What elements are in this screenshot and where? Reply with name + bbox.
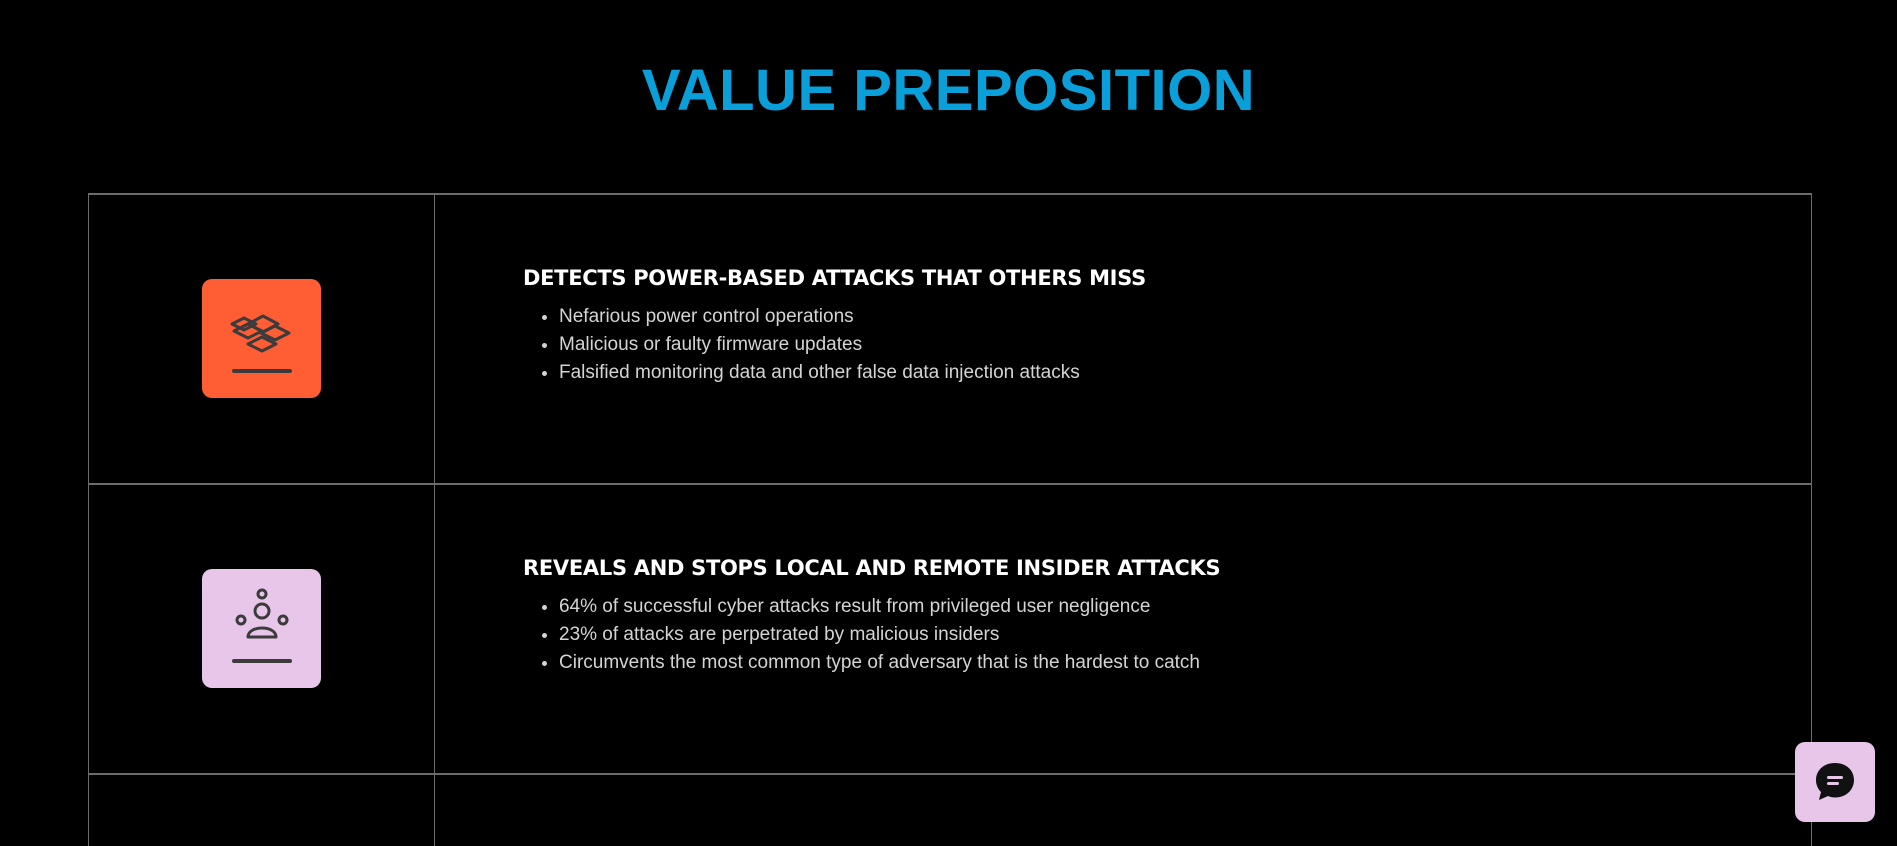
layers-icon-tile <box>202 279 321 398</box>
value-row <box>89 485 1811 775</box>
bullet-item: • 64% of successful cyber attacks result from privileged user negligence <box>559 593 1723 621</box>
chat-bubble-icon <box>1795 742 1875 822</box>
value-grid <box>88 193 1812 846</box>
column-divider <box>434 775 435 846</box>
value-row <box>89 775 1811 846</box>
row-heading: REVEALS AND STOPS LOCAL AND REMOTE INSIDER ATTACKS <box>523 556 1221 580</box>
value-row <box>89 195 1811 485</box>
page-title: VALUE PREPOSITION <box>641 58 1256 123</box>
chat-button[interactable] <box>1795 742 1875 822</box>
row-content <box>523 555 1723 677</box>
row-content <box>523 265 1723 387</box>
people-icon-tile <box>202 569 321 688</box>
bullet-item: • Falsified monitoring data and other false data injection attacks <box>559 359 1723 387</box>
people-icon <box>202 569 321 688</box>
column-divider <box>434 195 435 483</box>
bullet-item: • 23% of attacks are perpetrated by malicious insiders <box>559 621 1723 649</box>
bullet-item: • Malicious or faulty firmware updates <box>559 331 1723 359</box>
bullet-list <box>523 303 1723 387</box>
layers-icon <box>202 279 321 398</box>
bullet-item: • Circumvents the most common type of adversary that is the hardest to catch <box>559 649 1723 677</box>
bullet-list <box>523 593 1723 677</box>
bullet-item: • Nefarious power control operations <box>559 303 1723 331</box>
row-heading: DETECTS POWER-BASED ATTACKS THAT OTHERS MISS <box>523 266 1146 290</box>
column-divider <box>434 485 435 773</box>
